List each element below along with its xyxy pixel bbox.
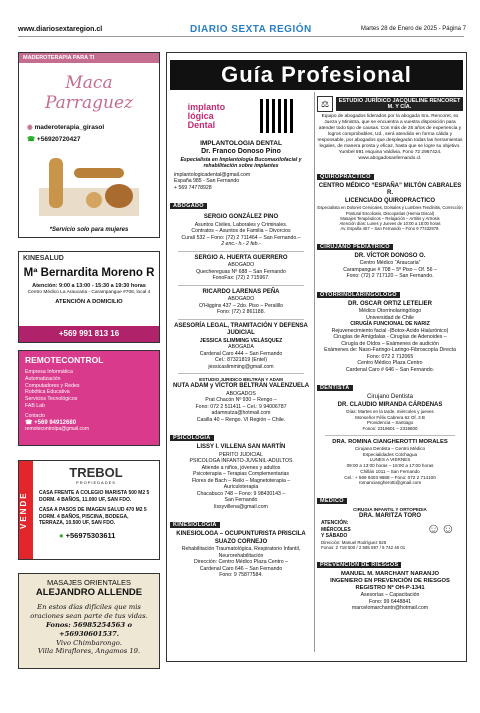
dent-detail: Días: Martes en la tarde, miércoles y jueves — [346, 409, 434, 415]
med-days — [317, 520, 351, 540]
guide-column-left — [170, 92, 312, 652]
lawyer-detail: Contratos – Asuntos de Familia – Divorcios — [191, 228, 291, 235]
remote-phone[interactable]: ☎ +569 94912680 — [25, 419, 77, 426]
ad-brand-name: Maca Parraguez — [44, 73, 134, 113]
implant-address: España 985 - San Fernando — [174, 178, 240, 185]
ad-note: *Servicio solo para mujeres — [49, 227, 129, 233]
service-item: Empresa Informática — [25, 369, 73, 375]
lawyer-name: SERGIO A. HUERTA GUERRERO — [194, 254, 288, 261]
masajes-place: Vivo Chimbarongo. — [56, 638, 122, 647]
listing-1: CASA FRENTE A COLEGIO MARISTA 500 M2 5 DORM. 4 BAÑOS, 11.000 UF, SAN FDO. — [39, 490, 150, 503]
jur-text: Equipo de abogados liderados por la abogada Sra. Rencoret, ex Jueza y Ministra, que se encuentra a vuestra disposición para atender todo tipo de causas. Con más de 25 años de experiencia y logros comprobables, Ud., será atendido en forma cálida y responsable, por abogados que desplegarán todas las herramientas legales, de manera pronta y eficaz, hasta que se logre su objetivo. Yumbel 591 esquina Valdivia. Fono 72 2967424. www.abogadosanfernando.cl. — [317, 114, 463, 161]
implant-phone[interactable]: + 569 74778928 — [174, 184, 212, 191]
quiro-detail: Av. España 467 – San Fernando – Fono 9 77432979. — [340, 226, 440, 232]
prev-email[interactable]: marcelomarchantn@hotmail.com — [351, 605, 429, 612]
otor-name: DR. OSCAR ORTIZ LETELIER — [348, 300, 432, 307]
lawyer-detail: ABOGADO — [227, 262, 255, 269]
kine-detail: Cardenal Caro 646 – San Fernando — [199, 565, 283, 572]
divider — [178, 251, 304, 252]
psych-detail: Auriculoterapia — [223, 484, 259, 490]
implant-logo: implanto lógica Dental — [187, 101, 226, 130]
masajes-address: Villa Miraflores, Angamos 19. — [37, 647, 141, 656]
jur-title: ESTUDIO JURÍDICO JACQUELINE RENCORET M. Y CÍA. — [336, 97, 463, 111]
kinesalud-name: Mª Bernardita Moreno R — [23, 267, 155, 279]
dent-detail: Cel.: + 569 9403 9888 – Fono: 072 2 714100 — [344, 474, 436, 480]
instagram-handle[interactable]: ◉ maderoterapia_girasol — [27, 124, 105, 131]
quiro-detail: Atención días: Lunes y Jueves de 10:00 a 18:00 horas — [339, 221, 441, 227]
med-detail: MIÉRCOLES — [321, 526, 351, 533]
lawyer-detail: Prat Chacón Nº 930 – Rengo – — [205, 397, 277, 403]
med-detail: ATENCIÓN: — [321, 520, 349, 527]
remote-services — [19, 369, 159, 410]
whatsapp-icon: ● — [59, 530, 64, 540]
dent-detail: Monseñor Félix Cabrera 62 Of. 3 B — [355, 414, 425, 420]
kine-detail: Fono: 9 75877584. — [219, 572, 263, 578]
ad-trebol — [18, 460, 160, 560]
lawyer-detail: Curalí 532 – Fono: (72) 2 711464 – San Fernando.– — [181, 234, 301, 241]
section-abogado: ABOGADO — [170, 203, 207, 209]
lawyer-name: ASESORÍA LEGAL, TRAMITACIÓN Y DEFENSA JUDICIAL — [174, 322, 308, 337]
otor-detail: Cirugía de Oídos – Exámenes de audición — [341, 340, 439, 347]
ad-remotecontrol — [18, 350, 160, 446]
implant-specialty: Especialista en Implantología Bucomaxilofacial y rehabilitación sobre implantes — [180, 156, 302, 170]
med-detail: Y SÁBADO — [321, 533, 348, 540]
wood-tools-image — [39, 148, 139, 216]
children-illustration-icon: ☺☺ — [426, 520, 455, 537]
trebol-logo: TREBOL — [69, 465, 123, 480]
lawyer-name: RICARDO LARENAS PEÑA — [202, 288, 280, 295]
ped-detail: Centro Médico “Araucaria” — [359, 260, 421, 267]
instagram-icon: ◉ — [27, 124, 33, 131]
guide-column-right — [317, 92, 463, 652]
kinesalud-home: ATENCIÓN A DOMICILIO — [55, 298, 123, 305]
dent-detail: Providencia – Santiago — [366, 420, 414, 426]
lawyer-detail: Fono: (72) 2 861188. — [216, 309, 266, 316]
service-item: FAB Lab — [25, 402, 45, 409]
header-rule — [18, 36, 464, 37]
psych-detail: PSICOLOGA INFANTO-JUVENIL-ADULTOS — [189, 458, 293, 464]
prev-detail: REGISTRO Nº OH-P-1341 — [355, 585, 425, 592]
prev-name: MANUEL M. MARCHANT NARANJO — [340, 570, 440, 577]
dent-detail: Especialidades Colchagua — [362, 451, 418, 457]
dent-detail: Fonos: 2319601 – 2319600 — [362, 426, 418, 431]
trebol-sub: PROPIEDADES — [76, 480, 116, 485]
masajes-title: MASAJES ORIENTALES — [46, 578, 132, 587]
otor-detail: Universidad de Chile — [366, 314, 414, 321]
quiro-detail: Especialista en Dolores Cervicales, Dorsales y Lumbres Tendinitis, Corrección Postural Escoliosis, Discopatías (Hernia Discal) — [317, 205, 463, 216]
quiro-detail: Masajes Terapéuticos – Relajación – Artritis y Artrosis — [340, 215, 440, 221]
kinesalud-logo: KINESALUD — [23, 255, 64, 262]
ped-detail: Fono: (72) 2 717120 – San Fernando. — [346, 273, 434, 280]
psych-detail: PERITO JUDICIAL — [219, 451, 263, 458]
lawyer-detail: JESSICA SLIMMING VELÁSQUEZ — [199, 337, 283, 344]
masajes-text — [25, 603, 153, 656]
dent-detail: 09:00 a 13:00 horas – 16:00 a 17:00 horas — [346, 463, 434, 469]
lawyer-detail: ABOGADA — [228, 344, 254, 351]
phone-line[interactable]: ☎ +56920720427 — [27, 136, 81, 143]
lawyer-detail: O'Higgins 437 – 2do. Piso – Peralillo — [198, 302, 284, 309]
dent-email[interactable]: romanciangherotti@gmail.com — [358, 480, 422, 486]
dent-name: DRA. ROMINA CIANGHEROTTI MORALES — [332, 438, 448, 445]
lawyer-detail: Quechereguas Nº 688 – San Fernando — [196, 268, 286, 275]
column-divider — [314, 92, 315, 652]
med-phones[interactable]: Fonos: 2 718 500 / 2 585 597 / 9 742 46 01 — [321, 544, 406, 550]
lawyer-email[interactable]: adamnutza@hotmail.com — [211, 410, 271, 416]
lawyer-detail: Casilla 40 – Rengo. VI Región – Chile. — [196, 416, 286, 423]
kinesalud-phone[interactable]: +569 991 813 16 — [19, 326, 159, 342]
med-address: Dirección: Manuel Rodríguez 525 — [321, 539, 387, 545]
lawyer-detail: ABOGADOS — [226, 390, 256, 397]
psych-detail: Atiende a niños, jóvenes y adultos — [201, 464, 281, 471]
dent-head: Cirujano Dentista — [366, 394, 414, 401]
masajes-message: En estos días difíciles que mis oraciones sean parte de tus vidas. — [30, 603, 148, 621]
section-dentista: DENTISTA — [317, 385, 353, 391]
kine-detail: Dirección: Centro Médico Plaza Centro – — [194, 559, 288, 565]
kine-detail: Rehabilitación Traumatológica, Respiratorio Infantil, Neurorehabilitación — [181, 546, 301, 559]
prev-detail: INGENIERO EN PREVENCIÓN DE RIESGOS — [330, 577, 450, 584]
section-psicologia: PSICOLOGÍA — [170, 435, 214, 441]
issue-date: Martes 28 de Enero de 2025 - Página 7 — [360, 26, 466, 32]
lawyer-detail: Asuntos Civiles, Laborales y Criminales. — [194, 221, 288, 228]
quiro-title: LICENCIADO QUIROPRACTICO — [345, 197, 435, 204]
lawyer-detail: 2 enc.- h.- 2 feb.- — [221, 241, 261, 248]
service-item: Computadores y Redes — [25, 382, 80, 389]
psych-detail: Chacabuco 748 – Fono: 9 98430143 – — [196, 490, 286, 497]
otor-detail: Cirugías de Amígdalas - Cirugías de Adenoides – — [333, 334, 447, 341]
lawyer-detail: FonoFax: (72) 2 715967. — [212, 275, 270, 282]
psych-email[interactable]: lissyvillena@gmail.com — [214, 503, 268, 510]
divider — [178, 285, 304, 286]
listing-2: CASA A PASOS DE IMAGEN SALUD 470 M2 5 DORM. 4 BAÑOS, PISCINA, BODEGA, TERRAZA, 10.500 UF, SAN FDO. — [39, 507, 147, 526]
divider — [325, 435, 455, 436]
implant-doctor: Dr. Franco Donoso Pino — [201, 148, 281, 156]
scales-icon: ⚖ — [317, 96, 333, 112]
ad-masajes — [18, 573, 160, 669]
phone-icon: ☎ — [25, 419, 33, 426]
prev-detail: Fono: 99 6448841 — [368, 598, 412, 605]
lawyer-detail: Cel.: 87321819 (Entel) — [215, 357, 267, 364]
otor-detail: Fono: 072 2 712065 — [366, 353, 414, 360]
psych-detail: Flores de Bach – Reiki – Magnetoterapia – — [191, 477, 291, 484]
section-pediatrico: CIRUJANO PEDIÁTRICO — [317, 244, 393, 250]
prev-detail: Asesorías – Capacitación — [360, 592, 420, 599]
otor-detail: Exámenes de: Naso-Faringo-Laringo-Fibroscopía Directa — [324, 347, 456, 354]
lawyer-detail: Fono: 072 2 511411 – Cel.: 9 94006787 — [195, 403, 287, 410]
lawyer-detail: ABOGADO — [227, 296, 255, 303]
lawyer-name: SERGIO GONZÁLEZ PINO — [203, 214, 279, 221]
psych-detail: San Fernando — [224, 497, 258, 503]
lawyer-name: NUTA ADAM y VÍCTOR BELTRÁN VALENZUELA — [172, 383, 310, 389]
service-item: Robótica Educativa — [25, 389, 70, 396]
implant-logos — [170, 92, 312, 140]
ad-maderoterapia — [18, 52, 160, 238]
remote-contact-label: Contacto — [25, 412, 46, 419]
med-head: CIRUGIA INFANTIL Y ORTOPEDIA — [353, 507, 427, 512]
dent-detail: Cirujano Dentista – Centro Médico — [354, 445, 426, 451]
otor-detail: Centro Médico Plaza Centro — [357, 360, 423, 367]
trebol-phone[interactable]: ● +56975303611 — [59, 530, 116, 540]
psych-name: LISSY I. VILLENA SAN MARTÍN — [196, 444, 286, 450]
section-kinesiologia: KINESIOLOGÍA — [170, 522, 220, 528]
otor-detail: CIRUGÍA FUNCIONAL DE NARIZ — [350, 321, 430, 328]
section-otorrino: OTORRINOLARINGÓLOGO — [317, 292, 400, 298]
masajes-name: ALEJANDRO ALLENDE — [35, 587, 143, 599]
site-url[interactable]: www.diariosextaregion.cl — [18, 26, 103, 33]
section-prevencion: PREVENCIÓN DE RIESGOS — [317, 562, 401, 568]
section-medico: MÉDICO — [317, 498, 347, 504]
divider — [178, 319, 304, 320]
ad-top-label: MADEROTERAPIA PARA TI — [19, 53, 159, 63]
lawyer-detail: Cardenal Caro 444 – San Fernando — [199, 350, 283, 357]
section-quiropractico: QUIROPRÁCTICO — [317, 174, 374, 180]
ped-name: DR. VÍCTOR DONOSO O. — [354, 252, 426, 259]
qr-code-icon[interactable] — [260, 99, 294, 133]
implant-email[interactable]: implantologicadental@gmail.com — [174, 171, 251, 178]
kinesalud-hours: Atención: 9:00 a 13:00 - 15:30 a 19:30 horas — [32, 283, 146, 289]
phone-icon: ☎ — [27, 136, 36, 143]
dent-detail: Chillán 1011 – San Fernando — [360, 468, 420, 474]
kinesalud-address: Centro Médico La Araucaria - Carampangue #708, local 4 — [27, 289, 151, 295]
ad-kinesalud — [18, 251, 160, 343]
vende-label: VENDE — [19, 461, 33, 559]
kine-name: KINESIOLOGA – OCUPUNTURISTA PRISCILA SUAZO CORNEJO — [176, 531, 306, 545]
ped-detail: Carampangue # 708 – 5º Piso – Of. 56 – — [343, 266, 437, 273]
dent-name: DR. CLAUDIO MIRANDA CÁRDENAS — [337, 401, 443, 408]
service-item: Automatización — [25, 375, 61, 382]
psych-detail: Psicoterapia – Terapias Complementarias — [193, 471, 289, 477]
dent-detail: LUNES A VIERNES — [369, 457, 411, 463]
remote-email[interactable]: remotecontrolpa@gmail.com — [25, 425, 89, 432]
otor-detail: Médico Otorrinolaringólogo — [358, 308, 422, 315]
remote-brand: REMOTECONTROL — [25, 355, 104, 365]
otor-detail: Cardenal Caro # 646 – San Fernando. — [345, 366, 435, 373]
service-item: Servicios Tecnológicos — [25, 396, 78, 402]
otor-detail: Rejuvenecimiento facial -(Botox-Acido Hialurónico) — [331, 327, 449, 334]
masthead: DIARIO SEXTA REGIÓN — [190, 24, 312, 35]
masajes-phones[interactable]: Fonos: 56985254563 o +56930601537. — [45, 620, 133, 638]
page-header — [0, 0, 480, 35]
med-name: DRA. MARITZA TORO — [359, 512, 421, 519]
lawyer-email[interactable]: jessicaslimming@gmail.com — [208, 363, 274, 370]
firm-head: ESTUDIO JURIDICO BELTRÁN Y ADAM — [199, 377, 283, 383]
divider — [178, 373, 304, 374]
implant-title: IMPLANTOLOGIA DENTAL — [200, 140, 282, 147]
quiro-name: CENTRO MÉDICO “ESPAÑA” MILTÓN CABRALES R. — [318, 182, 462, 197]
med-schedule — [317, 520, 463, 540]
jur-header — [317, 96, 463, 112]
guide-title: Guía Profesional — [170, 60, 463, 90]
